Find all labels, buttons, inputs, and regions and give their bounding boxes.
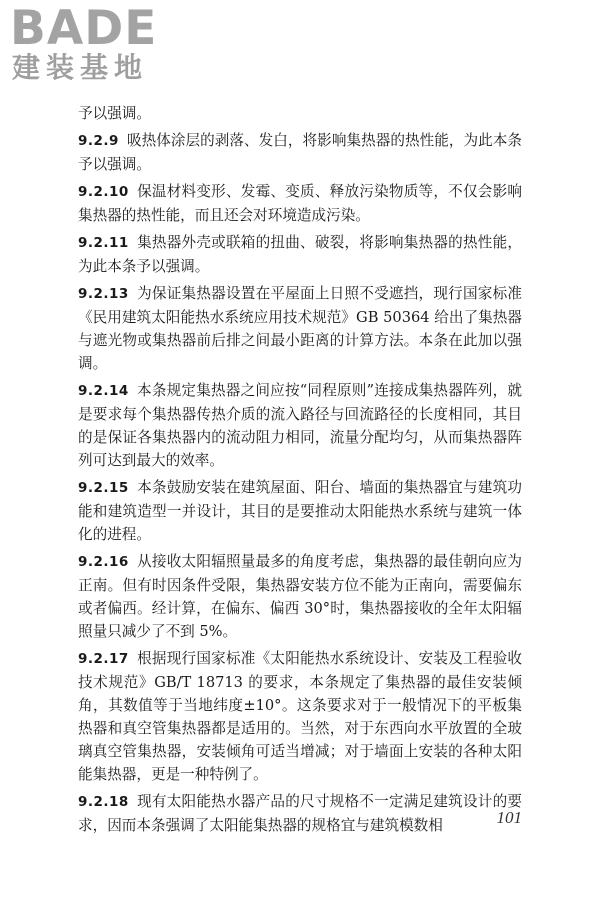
bade-logo — [10, 1, 180, 84]
clause-9-2-10 — [78, 180, 522, 227]
clause-number: 9.2.18 — [78, 794, 129, 810]
clause-text: 保温材料变形、发霉、变质、释放污染物质等，不仅会影响集热器的热性能，而且还会对环境造成污染。 — [78, 183, 522, 224]
clause-9-2-15 — [78, 476, 522, 546]
clause-text: 从接收太阳辐照量最多的角度考虑，集热器的最佳朝向应为正南。但有时因条件受限，集热器安装方位不能为正南向，需要偏东或者偏西。经计算，在偏东、偏西 30°时，集热器接收的全年太阳辐照量只减少了不到 5%。 — [78, 553, 522, 640]
page-body — [78, 102, 522, 841]
logo-chinese-text: 建装基地 — [12, 51, 149, 84]
page-number: 101 — [496, 808, 522, 827]
clause-number: 9.2.13 — [78, 286, 129, 302]
clause-text: 为保证集热器设置在平屋面上日照不受遮挡，现行国家标准《民用建筑太阳能热水系统应用技术规范》GB 50364 给出了集热器与遮光物或集热器前后排之间最小距离的计算方法。本条在此加以强调。 — [78, 285, 522, 372]
clause-number: 9.2.17 — [78, 651, 129, 667]
clause-9-2-13 — [78, 282, 522, 375]
clause-text: 吸热体涂层的剥落、发白，将影响集热器的热性能，为此本条予以强调。 — [78, 132, 522, 173]
clause-9-2-11 — [78, 231, 522, 278]
clause-text: 本条鼓励安装在建筑屋面、阳台、墙面的集热器宜与建筑功能和建筑造型一并设计，其目的是要推动太阳能热水系统与建筑一体化的进程。 — [78, 479, 522, 543]
clause-9-2-16 — [78, 550, 522, 643]
clause-number: 9.2.10 — [78, 184, 129, 200]
clause-text: 根据现行国家标准《太阳能热水系统设计、安装及工程验收技术规范》GB/T 18713 的要求，本条规定了集热器的最佳安装倾角，其数值等于当地纬度±10°。这条要求对于一般情况下的平板集热器和真空管集热器都是适用的。当然，对于东西向水平放置的全玻璃真空管集热器，安装倾角可适当增减；对于墙面上安装的各种太阳能集热器，更是一种特例了。 — [78, 650, 522, 783]
clause-text: 现有太阳能热水器产品的尺寸规格不一定满足建筑设计的要求，因而本条强调了太阳能集热器的规格宜与建筑模数相 — [78, 793, 522, 834]
clause-text: 本条规定集热器之间应按“同程原则”连接成集热器阵列，就是要求每个集热器传热介质的流入路径与回流路径的长度相同，其目的是保证各集热器内的流动阻力相同，流量分配均匀，从而集热器阵列可达到最大的效率。 — [78, 382, 522, 469]
clause-9-2-14 — [78, 379, 522, 472]
clause-9-2-9 — [78, 129, 522, 176]
logo-latin-text: BADE — [10, 1, 158, 56]
clause-9-2-17 — [78, 647, 522, 786]
clause-9-2-18 — [78, 790, 522, 837]
clause-number: 9.2.16 — [78, 554, 129, 570]
intro-paragraph: 予以强调。 — [78, 105, 151, 122]
clause-number: 9.2.14 — [78, 383, 129, 399]
clause-text: 集热器外壳或联箱的扭曲、破裂，将影响集热器的热性能，为此本条予以强调。 — [78, 234, 522, 275]
clause-number: 9.2.15 — [78, 480, 129, 496]
clause-number: 9.2.9 — [78, 133, 119, 149]
clause-number: 9.2.11 — [78, 235, 129, 251]
